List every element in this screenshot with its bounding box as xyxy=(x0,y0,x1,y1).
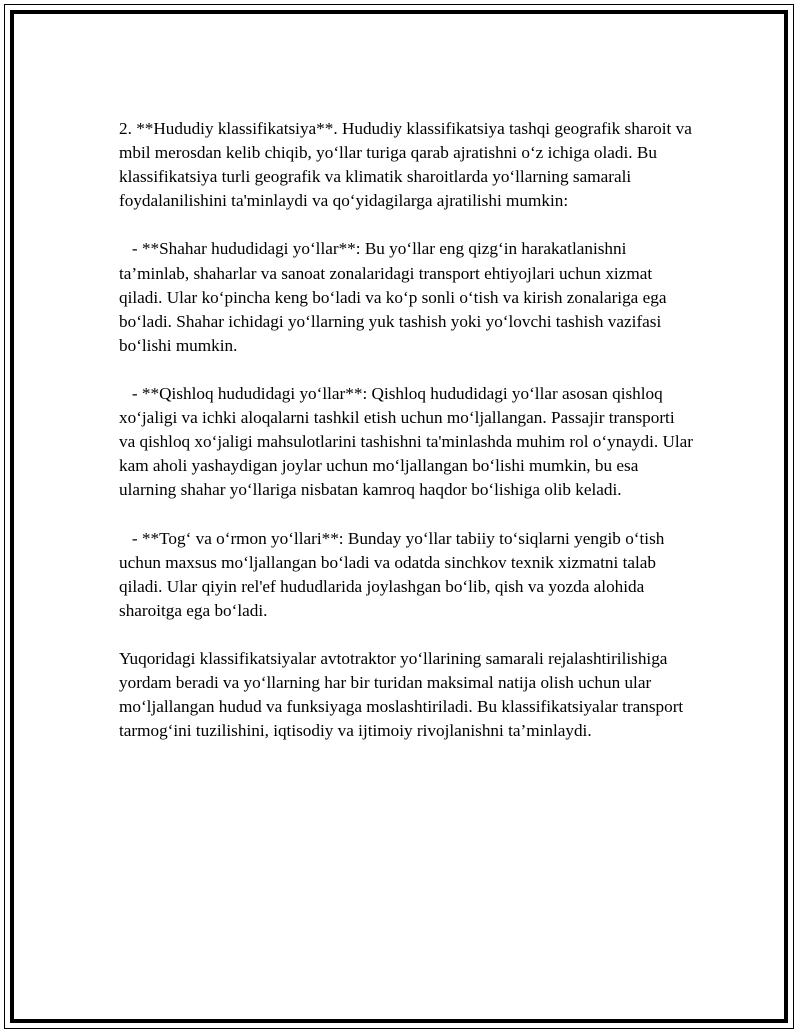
paragraph-shahar-yollari: - **Shahar hududidagi yo‘llar**: Bu yo‘llar eng qizg‘in harakatlanishni ta’minlab, shaharlar va sanoat zonalaridagi transport ehtiyojlari uchun xizmat qiladi. Ular ko‘pincha keng bo‘ladi va ko‘p sonli o‘tish va kirish zonalariga ega bo‘ladi. Shahar ichidagi yo‘llarning yuk tashish yoki yo‘lovchi tashish vazifasi bo‘lishi mumkin. xyxy=(119,239,671,355)
paragraph-xulosa: Yuqoridagi klassifikatsiyalar avtotraktor yo‘llarining samarali rejalashtirilishiga yordam beradi va yo‘llarning har bir turidan maksimal natija olish uchun ular mo‘ljallangan hudud va funksiyaga moslashtiriladi. Bu klassifikatsiyalar transport tarmog‘ini tuzilishini, iqtisodiy va ijtimoiy rivojlanishni ta’minlaydi. xyxy=(119,649,688,741)
document-body xyxy=(119,117,698,743)
paragraph-tog-ormon-yollari: - **Tog‘ va o‘rmon yo‘llari**: Bunday yo‘llar tabiiy to‘siqlarni yengib o‘tish uchun maxsus mo‘ljallangan bo‘ladi va odatda sinchkov texnik xizmatni talab qiladi. Ular qiyin rel'ef hududlarida joylashgan bo‘lib, qish va yozda alohida sharoitga ega bo‘ladi. xyxy=(119,528,669,620)
paragraph-qishloq-yollari: - **Qishloq hududidagi yo‘llar**: Qishloq hududidagi yo‘llar asosan qishloq xo‘jaligi va ichki aloqalarni tashkil etish uchun mo‘ljallangan. Passajir transporti va qishloq xo‘jaligi mahsulotlarini tashishni ta'minlashda muhim rol o‘ynaydi. Ular kam aholi yashaydigan joylar uchun mo‘ljallangan bo‘lishi mumkin, bu esa ularning shahar yo‘llariga nisbatan kamroq haqdor bo‘lishiga olib keladi. xyxy=(119,384,698,500)
paragraph-hududiy-klassifikatsiya: 2. **Hududiy klassifikatsiya**. Hududiy klassifikatsiya tashqi geografik sharoit va mbil merosdan kelib chiqib, yo‘llar turiga qarab ajratishni o‘z ichiga oladi. Bu klassifikatsiya turli geografik va klimatik sharoitlarda yo‘llarning samarali foydalanilishini ta'minlaydi va qo‘yidagilarga ajratilishi mumkin: xyxy=(119,119,697,211)
